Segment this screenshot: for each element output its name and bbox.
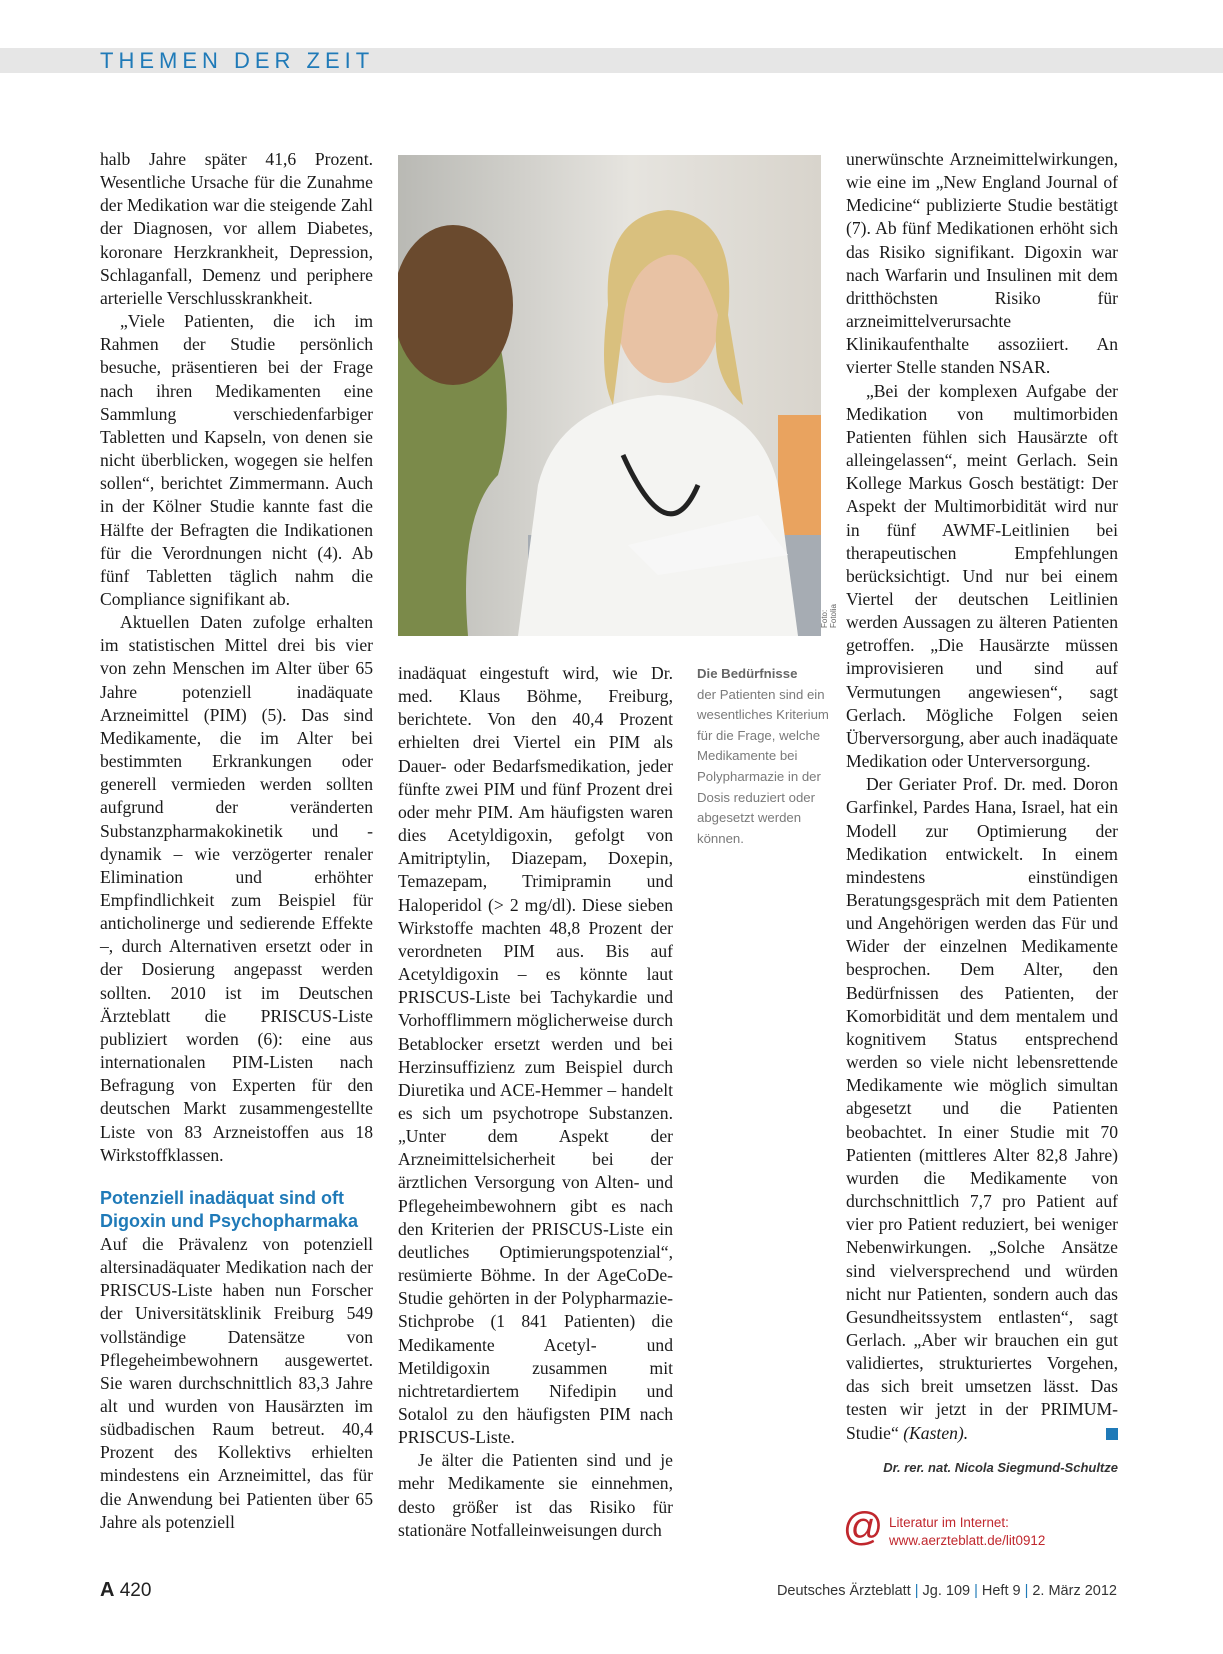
at-sign-icon <box>843 1507 883 1547</box>
subheading-line: Digoxin und Psychopharmaka <box>100 1210 359 1231</box>
paragraph: unerwünschte Arzneimittelwirkungen, wie eine im „New England Journal of Medicine“ publizierte Studie bestätigt (7). Ab fünf Medikationen erhöht sich das Risiko signifikant. Digoxin war nach Warfarin und Insulinen mit dem dritthöchsten Risiko für arzneimittelverursachte Klinikaufenthalte assoziiert. An vierter Stelle standen NSAR. <box>846 149 1118 378</box>
separator: | <box>1024 1583 1029 1599</box>
journal-issue: Heft 9 <box>981 1583 1021 1599</box>
paragraph: Je älter die Patienten sind und je mehr Medikamente sie einnehmen, desto größer ist das Risiko für stationäre Notfalleinweisungen durch <box>398 1450 673 1540</box>
journal-footer <box>777 1583 1117 1599</box>
separator: | <box>974 1583 978 1599</box>
paragraph-text: Der Geriater Prof. Dr. med. Doron Garfinkel, Pardes Hana, Israel, hat ein Modell zur Optimierung der Medikation entwickelt. In einem mindestens einstündigen Beratungsgespräch mit dem Patienten und Angehörigen werden das Für und Wider der einzelnen Medikamente besprochen. Dem Alter, den Bedürfnissen des Patienten, der Komorbidität und dem mentalem und kognitivem Status entsprechend werden so viele nicht lebensrettende Medikamente wie möglich simultan abgesetzt und die Patienten beobachtet. In einer Studie mit 70 Patienten (mittleres Alter 82,8 Jahre) wurden die Medikamente von durchschnittlich 7,7 pro Patient auf vier pro Patient reduziert, bei weniger Nebenwirkungen. „Solche Ansätze sind vielversprechend und würden nicht nur Patienten, sondern auch das Gesundheitssystem entlasten“, sagt Gerlach. „Aber wir brauchen ein gut validiertes, strukturiertes Vorgehen, das sich breit umsetzen lässt. Das testen wir jetzt in der PRIMUM-Studie“ <box>846 774 1118 1443</box>
literature-url[interactable]: www.aerzteblatt.de/lit0912 <box>889 1533 1046 1548</box>
end-mark-icon <box>1106 1428 1118 1440</box>
paragraph: Aktuellen Daten zufolge erhalten im statistischen Mittel drei bis vier von zehn Menschen im Alter über 65 Jahre potenziell inadäquate Arzneimittel (PIM) (5). Das sind Medikamente, die im Alter bei bestimmten Erkrankungen oder generell vermieden werden sollten aufgrund der veränderten Substanzpharmakokinetik und -dynamik – wie verzögerter renaler Elimination und erhöhter Empfindlichkeit zum Beispiel für anticholinerge und sedierende Effekte –, durch Alternativen ersetzt oder in der Dosierung angepasst werden sollten. 2010 ist im Deutschen Ärzteblatt die PRISCUS-Liste publiziert worden (6): eine aus internationalen PIM-Listen nach Befragung von Experten für den deutschen Markt zusammengestellte Liste von 83 Arzneistoffen aus 18 Wirkstoffklassen. <box>100 612 373 1165</box>
literature-label: Literatur im Internet: <box>889 1515 1009 1530</box>
section-header: THEMEN DER ZEIT <box>100 48 375 73</box>
svg-text:@: @ <box>843 1507 883 1547</box>
photo-illustration <box>398 155 821 636</box>
paragraph: halb Jahre später 41,6 Prozent. Wesentliche Ursache für die Zunahme der Medikation war die steigende Zahl der Diagnosen, vor allem Diabetes, koronare Herzkrankheit, Depression, Schlaganfall, Demenz und periphere arterielle Verschlusskrankheit. <box>100 149 373 308</box>
caption-text: der Patienten sind ein wesentliches Kriterium für die Frage, welche Medikamente bei Polypharmazie in der Dosis reduziert oder abgesetzt werden können. <box>697 686 829 846</box>
subheading <box>100 1187 373 1233</box>
literature-link[interactable] <box>889 1514 1045 1550</box>
page-number <box>100 1579 151 1602</box>
paragraph <box>846 773 1118 1445</box>
text-column-2 <box>398 662 673 1542</box>
photo-caption <box>697 664 829 849</box>
subheading-line: Potenziell inadäquat sind oft <box>100 1187 345 1208</box>
paragraph: Auf die Prävalenz von potenziell altersinadäquater Medikation nach der PRISCUS-Liste haben nun Forscher der Universitätsklinik Freiburg 549 vollständige Datensätze von Pflegeheimbewohnern ausgewertet. Sie waren durchschnittlich 83,3 Jahre alt und wurden von Hausärzten im südbadischen Raum betreut. 40,4 Prozent des Kollektivs erhielten mindestens ein Arzneimittel, das für die Anwendung bei Patienten über 65 Jahre als potenziell <box>100 1233 373 1532</box>
journal-date: 2. März 2012 <box>1032 1583 1117 1599</box>
separator: | <box>914 1583 919 1599</box>
folio-number: 420 <box>119 1580 152 1601</box>
paragraph: „Bei der komplexen Aufgabe der Medikation von multimorbiden Patienten fühlen sich Hausärzte oft alleingelassen“, meint Gerlach. Sein Kollege Markus Gosch bestätigt: Der Aspekt der Multimorbidität wird nur in fünf AWMF-Leitlinien bei therapeutischen Empfehlungen berücksichtigt. Und nur bei einem Viertel der deutschen Leitlinien werden Aussagen zu älteren Patienten getroffen. „Die Hausärzte müssen improvisieren und sind auf Vermutungen angewiesen“, sagt Gerlach. Mögliche Folgen seien Überversorgung, aber auch inadäquate Medikation oder Unterversorgung. <box>846 380 1118 772</box>
caption-title: Die Bedürfnisse <box>697 666 798 681</box>
author-byline: Dr. rer. nat. Nicola Siegmund-Schultze <box>883 1460 1118 1475</box>
text-column-1 <box>100 148 373 1534</box>
box-reference: (Kasten). <box>903 1422 969 1443</box>
journal-name: Deutsches Ärzteblatt <box>776 1583 911 1599</box>
doctor-photo <box>398 155 821 636</box>
journal-volume: Jg. 109 <box>922 1583 971 1599</box>
paragraph: inadäquat eingestuft wird, wie Dr. med. Klaus Böhme, Freiburg, berichtete. Von den 40,4 Prozent erhielten drei Viertel ein PIM als Dauer- oder Bedarfsmedikation, jeder fünfte zwei PIM und fünf Prozent drei oder mehr PIM. Am häufigsten waren dies Acetyldigoxin, gefolgt von Amitriptylin, Diazepam, Doxepin, Temazepam, Trimipramin und Haloperidol (> 2 mg/dl). Diese sieben Wirkstoffe machten 48,8 Prozent der verordneten PIM aus. Bis auf Acetyldigoxin – es könnte laut PRISCUS-Liste bei Tachykardie und Vorhofflimmern möglicherweise durch Betablocker ersetzt werden und bei Herzinsuffizienz zum Beispiel durch Diuretika und ACE-Hemmer – handelt es sich um psychotrope Substanzen. „Unter dem Aspekt der Arzneimittelsicherheit bei der ärztlichen Versorgung von Alten- und Pflegeheimbewohnern gibt es nach den Kriterien der PRISCUS-Liste ein deutliches Optimierungspotenzial“, resümierte Böhme. In der AgeCoDe-Studie gehörten in der Polypharmazie-Stichprobe (1 841 Patienten) die Medikamente Acetyl- und Metildigoxin zusammen mit nichtretardiertem Nifedipin und Sotalol zu den häufigsten PIM nach PRISCUS-Liste. <box>398 663 673 1448</box>
text-column-3 <box>846 148 1118 1445</box>
folio-letter: A <box>100 1579 115 1601</box>
paragraph: „Viele Patienten, die ich im Rahmen der Studie persönlich besuche, präsentieren bei der Frage nach ihren Medikamenten eine Sammlung verschiedenfarbiger Tabletten und Kapseln, von denen sie nicht überblicken, wogegen sie helfen sollen“, berichtet Zimmermann. Auch in der Kölner Studie kannte fast die Hälfte der Befragten die Indikationen für die Verordnungen nicht (4). Ab fünf Tabletten täglich nahm die Compliance signifikant ab. <box>100 311 373 609</box>
photo-credit: Foto: Fotolia <box>820 603 838 628</box>
